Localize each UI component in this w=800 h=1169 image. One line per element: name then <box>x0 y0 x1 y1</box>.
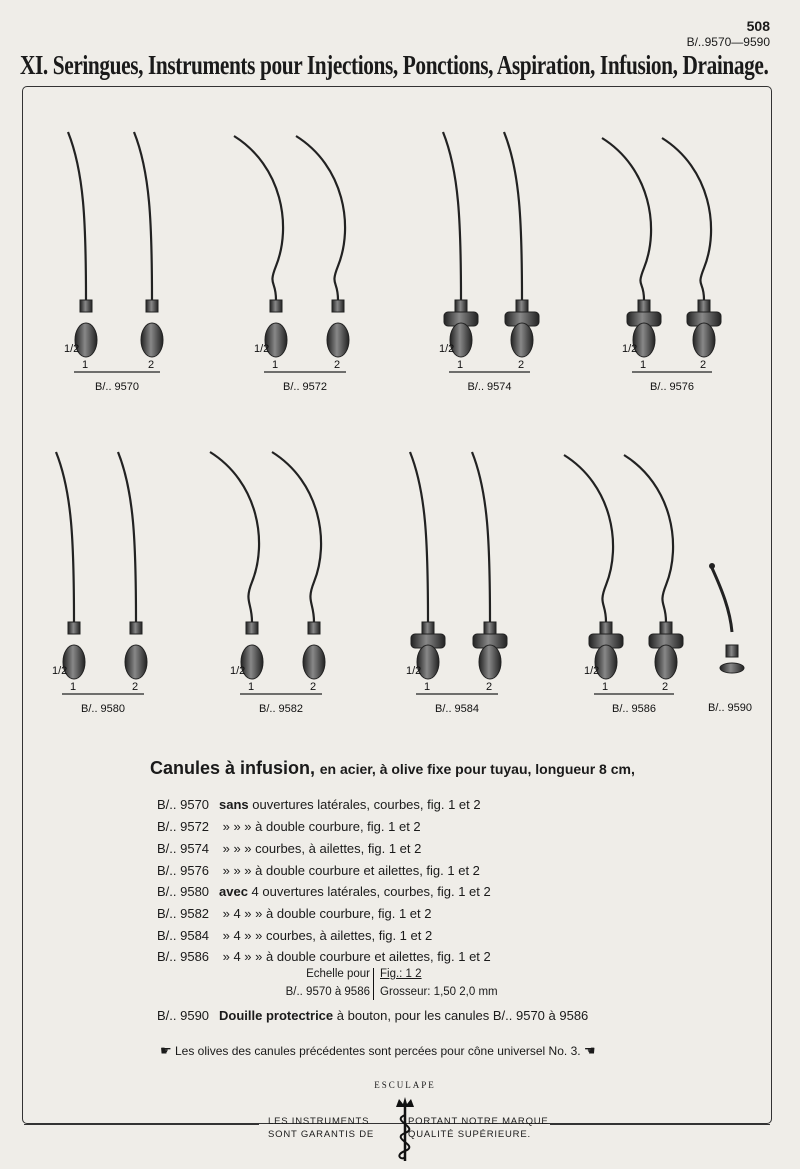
fig-number-2: 2 <box>334 359 341 371</box>
scale-fraction: 1/2 <box>254 343 270 355</box>
heading-main: Canules à infusion, <box>150 758 316 778</box>
scale-brace <box>373 968 376 1000</box>
group-code: B/.. 9582 <box>259 703 304 715</box>
item-code: B/.. 9576 <box>157 863 210 878</box>
footer-right <box>408 1115 549 1141</box>
scale-label-1: Echelle pour <box>306 968 370 980</box>
emblem-logo: ESCULAPE <box>374 1080 436 1090</box>
item-text: ouvertures latérales, courbes, fig. 1 et 2 <box>252 797 481 812</box>
cannula-fig-1 <box>602 138 661 357</box>
page-title: XI. Seringues, Instruments pour Injections, Ponctions, Aspiration, Infusion, Drainage. <box>20 50 769 80</box>
cannula-fig-1 <box>564 455 623 679</box>
notice-text: Les olives des canules précédentes sont percées pour cône universel No. 3. <box>175 1044 581 1058</box>
item-code: B/.. 9590 <box>157 1008 210 1023</box>
cannula-fig-2 <box>624 455 683 679</box>
group-code: B/.. 9574 <box>467 381 512 393</box>
cannula-fig-1 <box>68 132 97 357</box>
product-heading <box>150 758 635 779</box>
cannula-fig-1 <box>410 452 445 679</box>
cannula-fig-2 <box>296 136 349 357</box>
item-text: » » » à double courbure, fig. 1 et 2 <box>222 819 421 834</box>
list-item <box>157 928 432 948</box>
catalog-range: B/..9570—9590 <box>686 35 770 49</box>
scale-fig-row: Fig.: 1 2 <box>380 968 422 980</box>
item-code: B/.. 9574 <box>157 841 210 856</box>
item-code: B/.. 9570 <box>157 797 210 812</box>
pointing-hand-left-icon: ☚ <box>583 1043 596 1058</box>
cannula-fig-2 <box>504 132 539 357</box>
footer-right-line2: QUALITÉ SUPÉRIEURE. <box>408 1129 531 1140</box>
item-text: » 4 » » courbes, à ailettes, fig. 1 et 2 <box>222 928 433 943</box>
footer-left-line1: LES INSTRUMENTS <box>268 1116 370 1127</box>
fig-number-1: 1 <box>248 681 255 693</box>
fig-number-1: 1 <box>457 359 464 371</box>
footer-right-line1: PORTANT NOTRE MARQUE <box>408 1116 549 1127</box>
fig-number-1: 1 <box>640 359 647 371</box>
cannula-fig-2 <box>272 452 325 679</box>
fig-number-2: 2 <box>700 359 707 371</box>
fig-number-2: 2 <box>486 681 493 693</box>
cannula-fig-2 <box>134 132 163 357</box>
scale-fraction: 1/2 <box>230 665 246 677</box>
item-text: à bouton, pour les canules B/.. 9570 à 9586 <box>336 1008 589 1023</box>
item-text: » 4 » » à double courbure, fig. 1 et 2 <box>222 906 432 921</box>
list-item <box>157 819 421 839</box>
list-item <box>157 797 481 817</box>
cannula-fig-1 <box>56 452 85 679</box>
pointing-hand-icon: ☛ <box>160 1043 172 1058</box>
cannula-fig-2 <box>472 452 507 679</box>
scale-fraction: 1/2 <box>52 665 68 677</box>
group-code: B/.. 9572 <box>283 381 328 393</box>
item-emphasis: Douille protectrice <box>219 1008 334 1023</box>
group-code: B/.. 9590 <box>708 702 753 714</box>
fig-number-1: 1 <box>272 359 279 371</box>
fig-number-2: 2 <box>310 681 317 693</box>
item-text: » » » à double courbure et ailettes, fig. 1 et 2 <box>222 863 480 878</box>
fig-number-1: 1 <box>70 681 77 693</box>
list-item <box>157 884 491 904</box>
scale-fraction: 1/2 <box>64 343 80 355</box>
fig-number-2: 2 <box>148 359 155 371</box>
fig-number-1: 1 <box>82 359 89 371</box>
cannula-fig-2 <box>662 138 721 357</box>
notice <box>160 1043 596 1059</box>
footer-left-line2: SONT GARANTIS DE <box>268 1129 375 1140</box>
group-code: B/.. 9576 <box>650 381 695 393</box>
item-text: » 4 » » à double courbure et ailettes, fig. 1 et 2 <box>222 949 491 964</box>
scale-label-2: B/.. 9570 à 9586 <box>285 986 370 998</box>
list-item <box>157 841 421 861</box>
fig-number-1: 1 <box>602 681 609 693</box>
footer-left <box>268 1115 374 1141</box>
scale-fraction: 1/2 <box>622 343 638 355</box>
scale-fraction: 1/2 <box>584 665 600 677</box>
item-emphasis: sans <box>219 797 249 812</box>
item-text: » » » courbes, à ailettes, fig. 1 et 2 <box>222 841 422 856</box>
fig-number-2: 2 <box>518 359 525 371</box>
footer-rule-left <box>24 1124 259 1125</box>
group-code: B/.. 9584 <box>435 703 480 715</box>
list-item <box>157 906 432 926</box>
scale-fraction: 1/2 <box>439 343 455 355</box>
item-emphasis: avec <box>219 884 248 899</box>
item-code: B/.. 9586 <box>157 949 210 964</box>
group-code: B/.. 9580 <box>81 703 126 715</box>
footer-rule-right <box>550 1124 770 1125</box>
list-item <box>157 863 480 883</box>
group-code: B/.. 9570 <box>95 381 140 393</box>
scale-size-row: Grosseur: 1,50 2,0 mm <box>380 986 498 998</box>
page-number: 508 <box>746 18 770 34</box>
scale-table <box>280 966 580 1006</box>
fig-number-1: 1 <box>424 681 431 693</box>
fig-number-2: 2 <box>132 681 139 693</box>
fig-number-2: 2 <box>662 681 669 693</box>
cannula-fig-1 <box>443 132 478 357</box>
cannula-fig-2 <box>118 452 147 679</box>
item-code: B/.. 9582 <box>157 906 210 921</box>
cannula-fig-1 <box>210 452 263 679</box>
scale-fraction: 1/2 <box>406 665 422 677</box>
item-code: B/.. 9584 <box>157 928 210 943</box>
cannula-fig-1 <box>234 136 287 357</box>
protector-sleeve <box>709 563 744 673</box>
item-code: B/.. 9572 <box>157 819 210 834</box>
item-code: B/.. 9580 <box>157 884 210 899</box>
group-code: B/.. 9586 <box>612 703 657 715</box>
item-text: 4 ouvertures latérales, courbes, fig. 1 et 2 <box>251 884 491 899</box>
list-item-9590 <box>157 1008 588 1023</box>
heading-sub: en acier, à olive fixe pour tuyau, longueur 8 cm, <box>319 761 635 777</box>
